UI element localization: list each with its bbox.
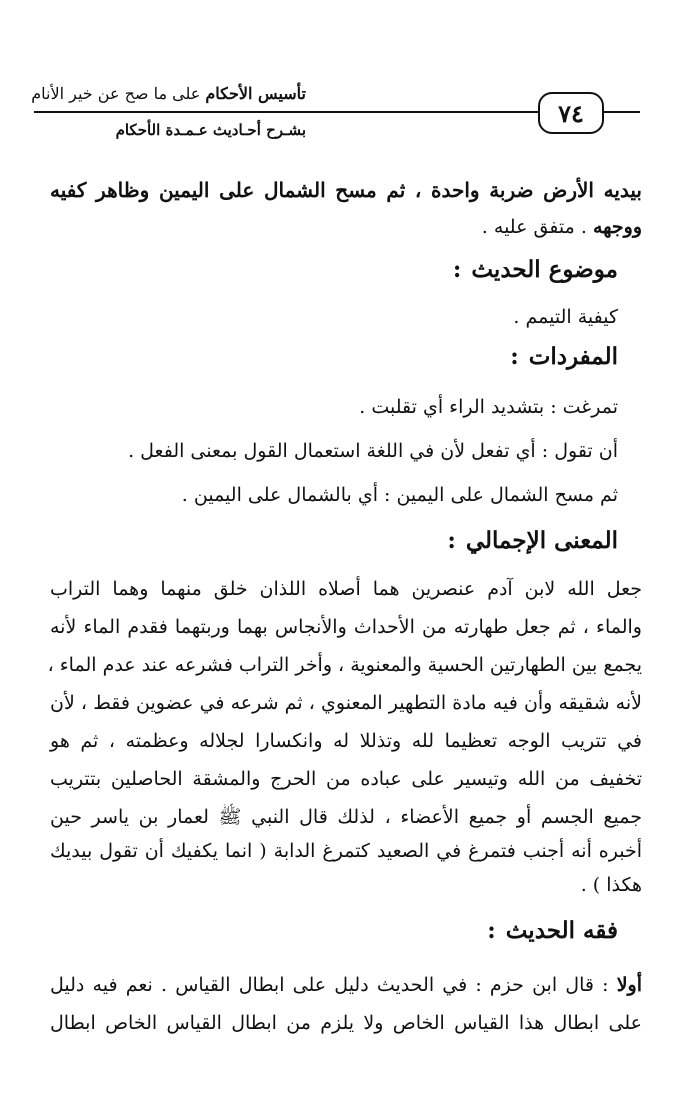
vocab-item: تمرغت : بتشديد الراء أي تقلبت . bbox=[359, 396, 618, 418]
meaning-heading-colon: : bbox=[447, 527, 456, 554]
topic-heading bbox=[453, 253, 618, 287]
topic-heading-text: موضوع الحديث bbox=[471, 256, 618, 283]
intro-line-2 bbox=[482, 213, 642, 241]
vocab-item: ثم مسح الشمال على اليمين : أي بالشمال على اليمين . bbox=[181, 484, 618, 506]
intro-line-2-rest: . متفق عليه . bbox=[481, 216, 593, 238]
meaning-line: لأنه شقيقه وأن فيه مادة التطهير المعنوي ، ثم شرعه في عضوين فقط ، لأن bbox=[50, 692, 642, 714]
fiqh-heading bbox=[487, 914, 618, 948]
fiqh-heading-colon: : bbox=[487, 917, 496, 944]
vocab-item: أن تقول : أي تفعل لأن في اللغة استعمال القول بمعنى الفعل . bbox=[128, 440, 618, 462]
meaning-last-line: هكذا ) . bbox=[580, 874, 642, 896]
meaning-heading bbox=[447, 524, 618, 558]
book-title-rest: على ما صح عن خير الأنام bbox=[31, 84, 206, 103]
book-subtitle: بشـرح أحـاديث عـمـدة الأحكام bbox=[115, 121, 306, 139]
meaning-line: أخبره أنه أجنب فتمرغ في الصعيد كتمرغ الدابة ( انما يكفيك أن تقول بيديك bbox=[50, 840, 642, 862]
vocab-heading-colon: : bbox=[510, 343, 519, 370]
fiqh-line-2: على ابطال هذا القياس الخاص ولا يلزم من ابطال القياس الخاص ابطال bbox=[50, 1012, 642, 1034]
fiqh-heading-text: فقه الحديث bbox=[505, 917, 618, 944]
meaning-line: تخفيف من الله وتيسير على عباده من الحرج والمشقة الحاصلين بتتريب bbox=[50, 768, 642, 790]
fiqh-line-1-bold: أولا bbox=[616, 974, 642, 996]
meaning-heading-text: المعنى الإجمالي bbox=[465, 527, 618, 554]
header-rule-left bbox=[34, 111, 538, 113]
meaning-line: يجمع بين الطهارتين الحسية والمعنوية ، وأخر التراب فشرعه عند عدم الماء ، bbox=[47, 654, 642, 676]
topic-heading-colon: : bbox=[452, 256, 462, 283]
header-rule-right bbox=[600, 111, 640, 113]
book-title bbox=[31, 84, 306, 103]
meaning-line: في تتريب الوجه تعظيما لله وتذللا له وانكسارا لجلاله وعظمته ، ثم هو bbox=[50, 730, 642, 752]
topic-text: كيفية التيمم . bbox=[513, 306, 618, 328]
meaning-line: والماء ، ثم جعل طهارته من الأحداث والأنجاس بهما وربتهما فقدم الماء لأنه bbox=[50, 616, 642, 638]
book-title-bold: تأسيس الأحكام bbox=[205, 84, 306, 103]
meaning-line: جميع الجسم أو جميع الأعضاء ، لذلك قال النبي ﷺ لعمار بن ياسر حين bbox=[50, 806, 642, 828]
intro-line-1: بيديه الأرض ضربة واحدة ، ثم مسح الشمال على اليمين وظاهر كفيه bbox=[50, 178, 643, 202]
fiqh-line-1 bbox=[50, 971, 642, 999]
vocab-heading-text: المفردات bbox=[528, 343, 618, 370]
meaning-line: جعل الله لابن آدم عنصرين هما أصلاه اللذان خلق منهما وهما التراب bbox=[50, 578, 642, 600]
vocab-heading bbox=[510, 340, 618, 374]
fiqh-line-1-rest: : قال ابن حزم : في الحديث دليل على ابطال القياس . نعم فيه دليل bbox=[50, 974, 617, 996]
intro-line-2-bold: ووجهه bbox=[592, 216, 642, 238]
page-number: ٧٤ bbox=[538, 92, 604, 134]
